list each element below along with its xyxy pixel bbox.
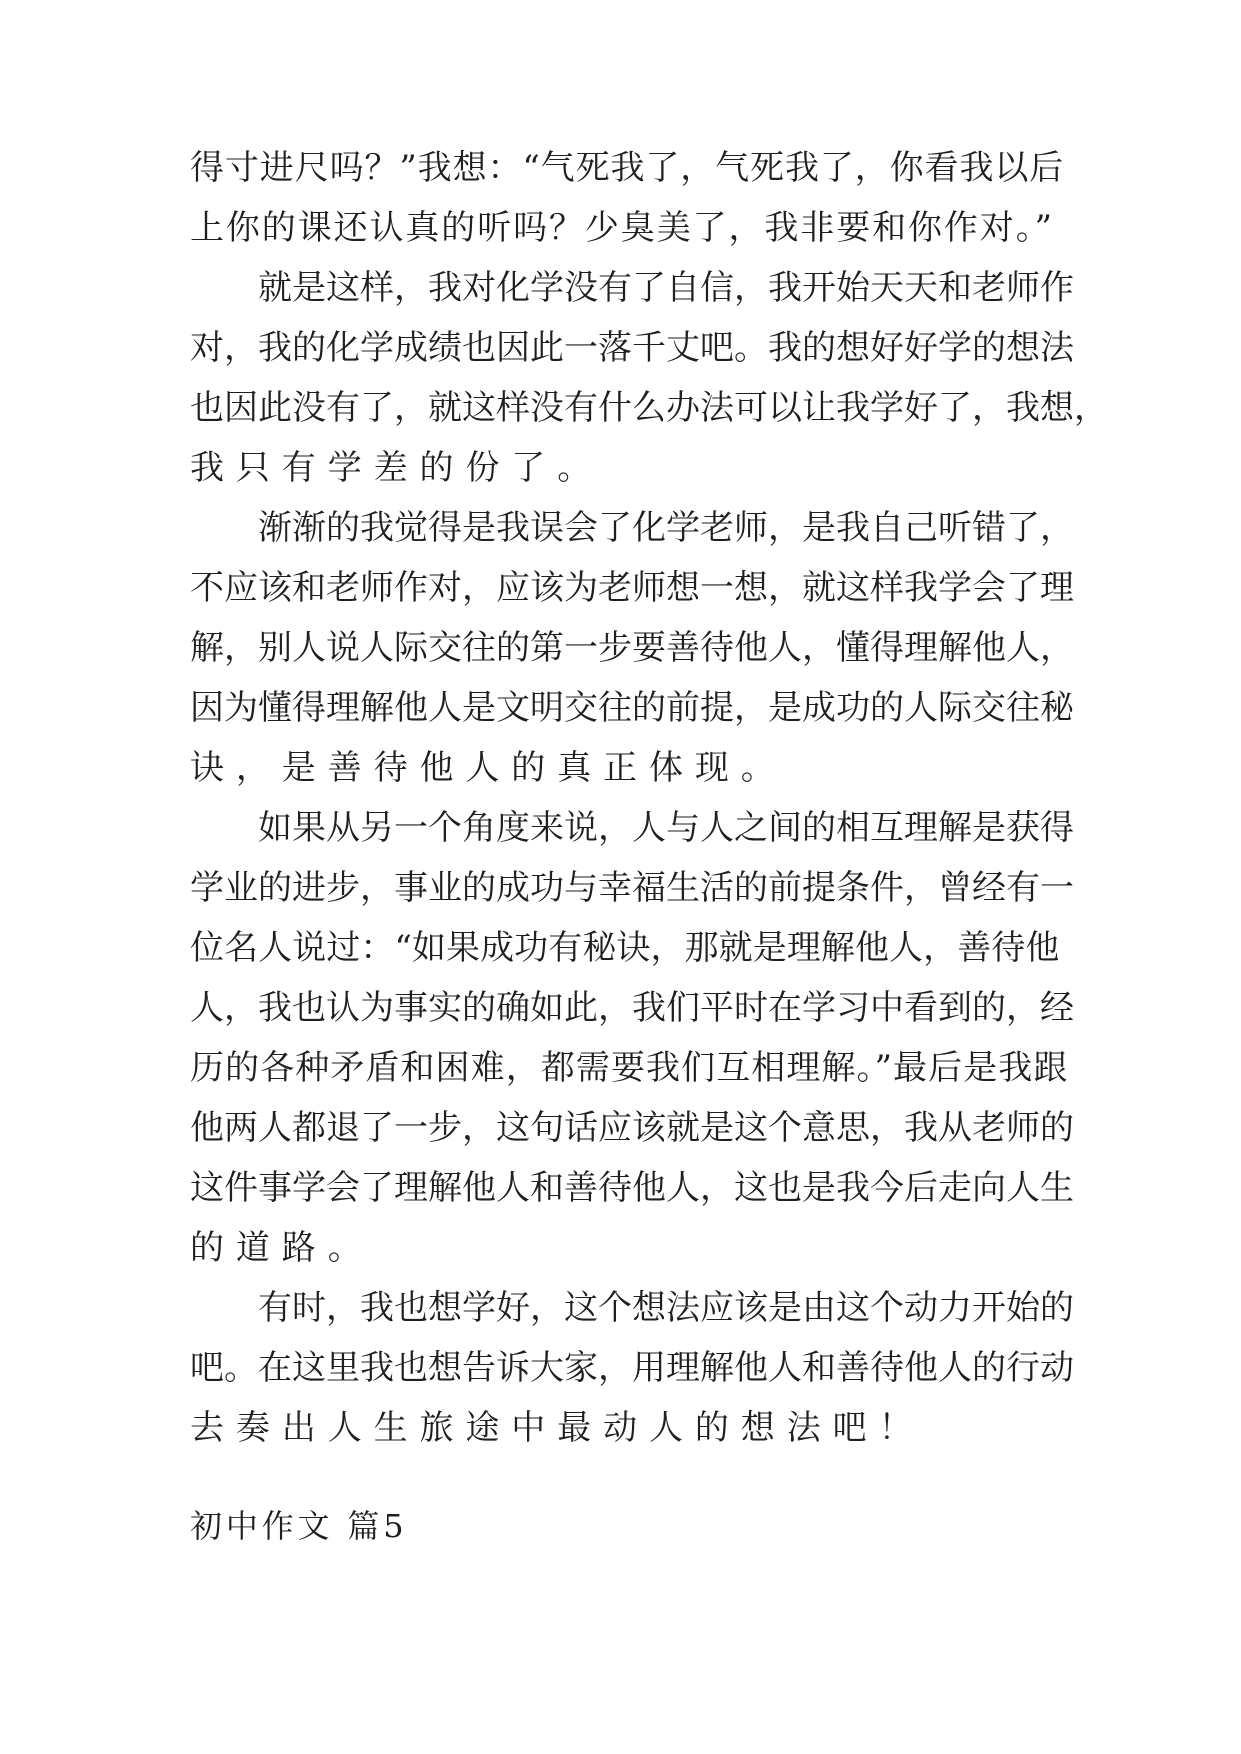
text-line: 我只有学差的份了。 [190, 448, 604, 488]
section-heading: 初中作文 篇5 [190, 1507, 408, 1545]
text-line: 得寸进尺吗？”我想：“气死我了，气死我了，你看我以后 [190, 148, 1065, 188]
text-line: 这件事学会了理解他人和善待他人，这也是我今后走向人生 [190, 1168, 1074, 1208]
text-line: 的道路。 [190, 1228, 374, 1268]
text-line: 学业的进步，事业的成功与幸福生活的前提条件，曾经有一 [190, 868, 1074, 908]
text-line: 有时，我也想学好，这个想法应该是由这个动力开始的 [258, 1288, 1074, 1328]
text-line: 去奏出人生旅途中最动人的想法吧！ [190, 1408, 925, 1448]
text-line: 因为懂得理解他人是文明交往的前提，是成功的人际交往秘 [190, 688, 1074, 728]
text-line: 人，我也认为事实的确如此，我们平时在学习中看到的，经 [190, 988, 1074, 1028]
text-line: 渐渐的我觉得是我误会了化学老师，是我自己听错了， [258, 508, 1074, 548]
text-line: 历的各种矛盾和困难，都需要我们互相理解。”最后是我跟 [190, 1048, 1069, 1088]
text-line: 吧。在这里我也想告诉大家，用理解他人和善待他人的行动 [190, 1348, 1074, 1388]
text-line: 解，别人说人际交往的第一步要善待他人，懂得理解他人， [190, 628, 1074, 668]
text-line: 他两人都退了一步，这句话应该就是这个意思，我从老师的 [190, 1108, 1074, 1148]
text-line: 上你的课还认真的听吗？少臭美了，我非要和你作对。” [190, 208, 1054, 248]
text-line: 位名人说过：“如果成功有秘诀，那就是理解他人，善待他 [190, 928, 1060, 968]
text-line: 就是这样，我对化学没有了自信，我开始天天和老师作 [258, 268, 1074, 308]
text-line: 对，我的化学成绩也因此一落千丈吧。我的想好好学的想法 [190, 328, 1074, 368]
text-line: 诀，是善待他人的真正体现。 [190, 748, 787, 788]
text-line: 也因此没有了，就这样没有什么办法可以让我学好了，我想， [190, 388, 1108, 428]
text-line: 不应该和老师作对，应该为老师想一想，就这样我学会了理 [190, 568, 1074, 608]
text-line: 如果从另一个角度来说，人与人之间的相互理解是获得 [258, 808, 1074, 848]
